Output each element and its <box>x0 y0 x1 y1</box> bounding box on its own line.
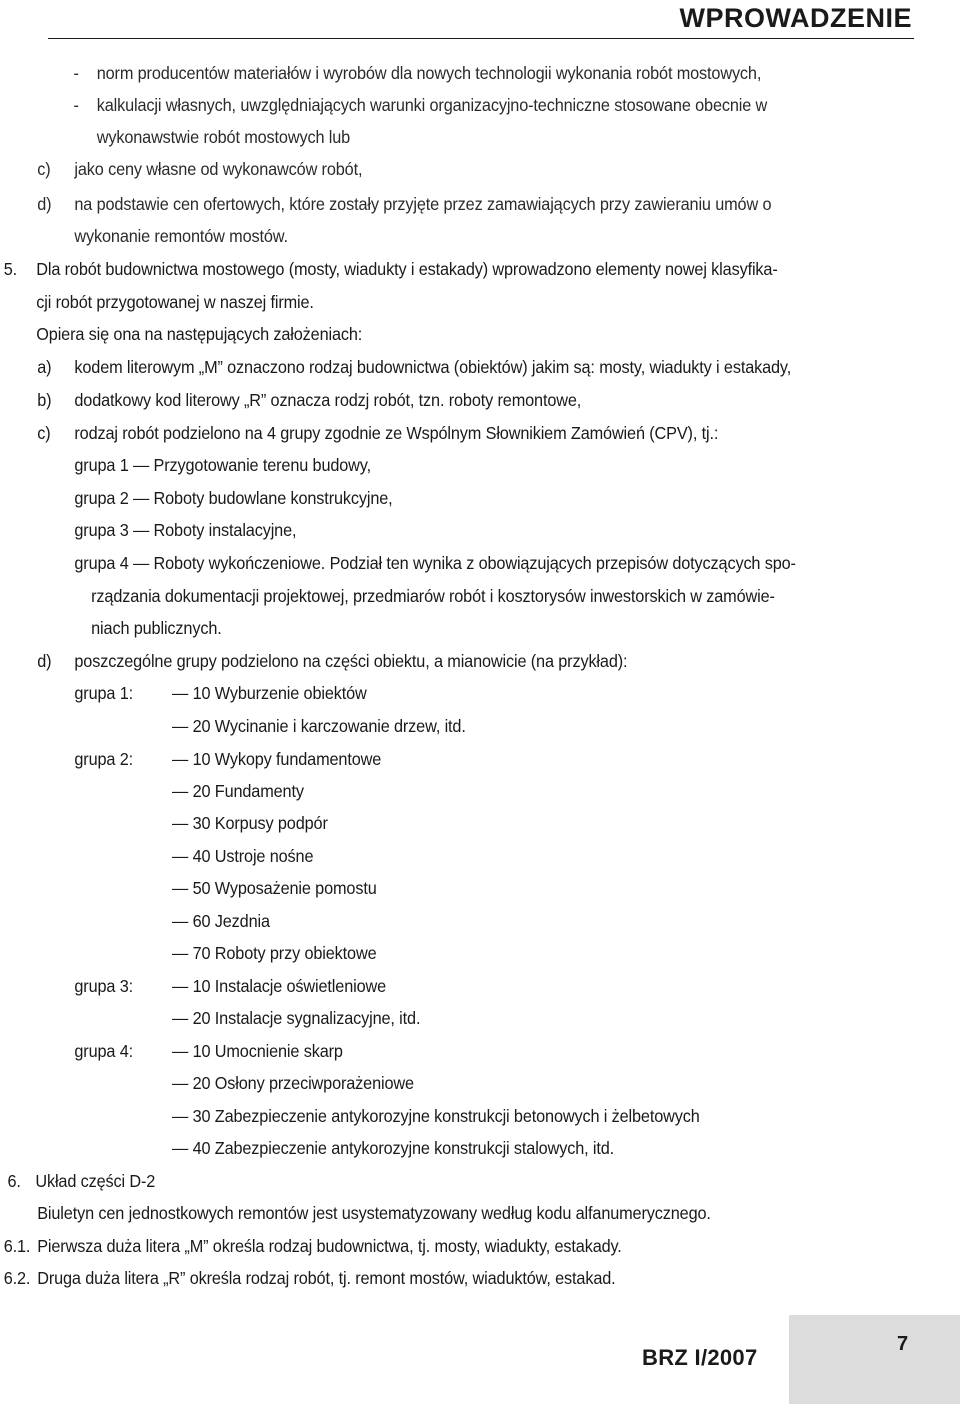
text-line <box>37 191 771 217</box>
text-line <box>73 60 761 86</box>
line-text: — 50 Wyposażenie pomostu <box>172 878 377 898</box>
line-text: — 60 Jezdnia <box>172 911 270 931</box>
page-header-title: WPROWADZENIE <box>679 3 912 33</box>
text-line <box>172 778 304 804</box>
text-line <box>74 746 381 772</box>
line-marker: a) <box>37 357 52 377</box>
line-marker: - <box>73 63 79 83</box>
line-marker: grupa 2: <box>74 749 134 769</box>
text-line <box>36 321 362 347</box>
line-text: — 40 Ustroje nośne <box>172 846 314 866</box>
line-text: — 20 Instalacje sygnalizacyjne, itd. <box>172 1008 421 1028</box>
text-line <box>37 354 791 380</box>
text-line <box>74 680 366 706</box>
text-line <box>172 940 376 966</box>
text-line <box>37 1200 711 1226</box>
text-line <box>37 420 718 446</box>
line-text: Układ części D-2 <box>35 1171 156 1191</box>
line-text: norm producentów materiałów i wyrobów dla nowych technologii wykonania robót mostowych, <box>96 63 762 83</box>
line-text: — 30 Zabezpieczenie antykorozyjne konstrukcji betonowych i żelbetowych <box>172 1106 700 1126</box>
line-text: Pierwsza duża litera „M” określa rodzaj budownictwa, tj. mosty, wiadukty, estakady. <box>37 1236 622 1256</box>
line-marker: - <box>73 95 79 115</box>
line-marker: grupa 1: <box>74 683 134 703</box>
text-line <box>172 843 313 869</box>
line-marker: grupa 3: <box>74 976 134 996</box>
text-line <box>172 713 466 739</box>
text-line <box>97 124 350 150</box>
line-text: wykonawstwie robót mostowych lub <box>96 127 351 147</box>
line-text: — 10 Umocnienie skarp <box>172 1041 343 1061</box>
line-marker: grupa 4: <box>74 1041 134 1061</box>
line-text: — 30 Korpusy podpór <box>172 813 328 833</box>
line-text: rodzaj robót podzielono na 4 grupy zgodnie ze Wspólnym Słownikiem Zamówień (CPV), tj.: <box>74 423 719 443</box>
text-line <box>172 1103 700 1129</box>
line-text: cji robót przygotowanej w naszej firmie. <box>36 292 314 312</box>
line-text: grupa 2 — Roboty budowlane konstrukcyjne, <box>74 488 393 508</box>
line-text: na podstawie cen ofertowych, które zostały przyjęte przez zamawiających przy zawieraniu umów o <box>74 194 772 214</box>
text-line <box>172 1070 414 1096</box>
text-line <box>74 223 287 249</box>
line-text: wykonanie remontów mostów. <box>74 226 288 246</box>
line-text: — 70 Roboty przy obiektowe <box>172 943 377 963</box>
text-line <box>37 156 362 182</box>
line-text: Dla robót budownictwa mostowego (mosty, wiadukty i estakady) wprowadzono elementy nowej klasyfika- <box>36 259 778 279</box>
line-text: — 20 Fundamenty <box>172 781 304 801</box>
line-marker: d) <box>37 651 52 671</box>
line-text: Biuletyn cen jednostkowych remontów jest usystematyzowany według kodu alfanumerycznego. <box>37 1203 711 1223</box>
text-line <box>37 648 627 674</box>
line-text: — 10 Wyburzenie obiektów <box>172 683 367 703</box>
line-marker: c) <box>37 423 51 443</box>
line-text: kodem literowym „M” oznaczono rodzaj budownictwa (obiektów) jakim są: mosty, wiadukty i estakady, <box>74 357 792 377</box>
line-marker: d) <box>37 194 52 214</box>
line-text: niach publicznych. <box>91 618 222 638</box>
line-text: grupa 4 — Roboty wykończeniowe. Podział ten wynika z obowiązujących przepisów dotyczących spo- <box>74 553 796 573</box>
line-text: — 20 Wycinanie i karczowanie drzew, itd. <box>172 716 466 736</box>
text-line <box>4 1265 616 1291</box>
text-line <box>4 1233 622 1259</box>
line-text: — 10 Wykopy fundamentowe <box>172 749 382 769</box>
line-text: Opiera się ona na następujących założeniach: <box>36 324 363 344</box>
text-line <box>172 1135 614 1161</box>
line-marker: b) <box>37 390 52 410</box>
text-line <box>91 615 221 641</box>
line-marker: 6.1. <box>3 1236 31 1256</box>
line-text: jako ceny własne od wykonawców robót, <box>74 159 363 179</box>
text-line <box>73 92 767 118</box>
text-line <box>7 1168 155 1194</box>
text-line <box>4 256 778 282</box>
journal-label: BRZ I/2007 <box>642 1345 758 1370</box>
line-text: — 10 Instalacje oświetleniowe <box>172 976 387 996</box>
text-line <box>74 1038 342 1064</box>
line-marker: 5. <box>3 259 18 279</box>
text-line <box>74 550 795 576</box>
text-line <box>172 875 377 901</box>
text-line <box>172 1005 420 1031</box>
text-line <box>74 973 386 999</box>
text-line <box>172 908 270 934</box>
line-text: — 40 Zabezpieczenie antykorozyjne konstrukcji stalowych, itd. <box>172 1138 615 1158</box>
line-text: poszczególne grupy podzielono na części obiektu, a mianowicie (na przykład): <box>74 651 628 671</box>
line-text: rządzania dokumentacji projektowej, przedmiarów robót i kosztorysów inwestorskich w zamówie- <box>91 586 775 606</box>
line-text: dodatkowy kod literowy „R” oznacza rodzj robót, tzn. roboty remontowe, <box>74 390 582 410</box>
text-line <box>74 517 296 543</box>
line-text: grupa 3 — Roboty instalacyjne, <box>74 520 297 540</box>
text-line <box>74 452 371 478</box>
line-marker: c) <box>37 159 51 179</box>
line-text: Druga duża litera „R” określa rodzaj robót, tj. remont mostów, wiaduktów, estakad. <box>37 1268 616 1288</box>
footer-page-box <box>789 1315 960 1404</box>
text-line <box>74 485 392 511</box>
header-rule <box>48 38 914 39</box>
page-number: 7 <box>897 1333 909 1355</box>
text-line <box>37 387 581 413</box>
line-marker: 6.2. <box>3 1268 31 1288</box>
line-marker: 6. <box>7 1171 21 1191</box>
line-text: grupa 1 — Przygotowanie terenu budowy, <box>74 455 371 475</box>
text-line <box>36 289 314 315</box>
line-text: kalkulacji własnych, uwzględniających warunki organizacyjno-techniczne stosowane obecnie w <box>96 95 768 115</box>
text-line <box>91 583 775 609</box>
text-line <box>172 810 328 836</box>
line-text: — 20 Osłony przeciwporażeniowe <box>172 1073 414 1093</box>
